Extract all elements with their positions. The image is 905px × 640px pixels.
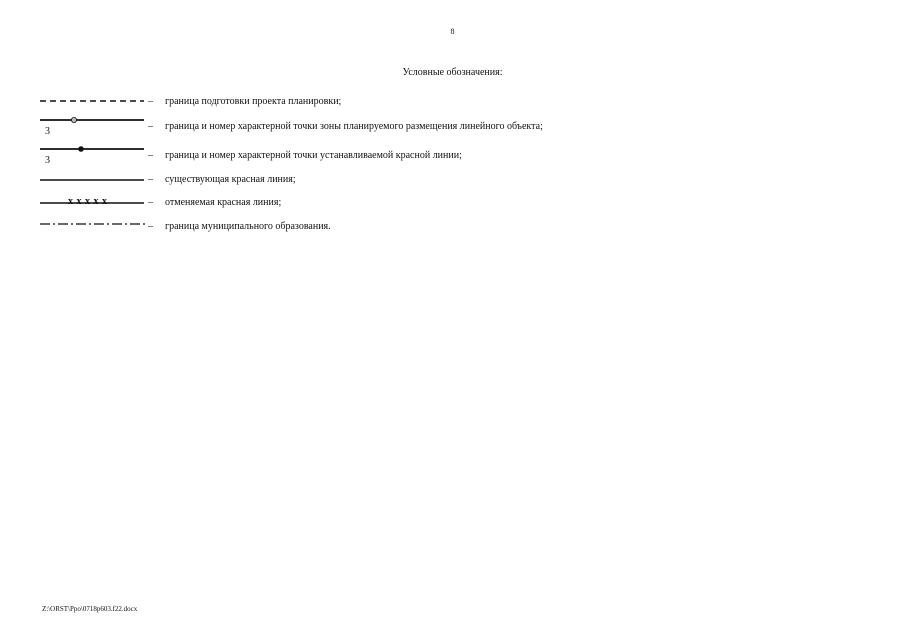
page-number: 8 — [450, 27, 455, 36]
legend-item-municipal-boundary — [0, 216, 905, 236]
legend-text: граница и номер характерной точки зоны планируемого размещения линейного объекта; — [165, 121, 543, 132]
legend-dash: – — [148, 221, 153, 232]
legend-dash: – — [148, 174, 153, 185]
dash-dot-line-symbol — [38, 216, 148, 236]
cancel-marks: x x x x x — [68, 196, 108, 207]
legend-dash: – — [148, 150, 153, 161]
legend-text: существующая красная линия; — [165, 174, 296, 185]
file-path-footer: Z:\ORST\Ppo\0718p603.f22.docx — [42, 605, 138, 613]
legend-item-existing-red-line — [0, 171, 905, 191]
legend-text: отменяемая красная линия; — [165, 197, 282, 208]
legend-text: граница подготовки проекта планировки; — [165, 96, 342, 107]
solid-line-symbol — [38, 171, 148, 191]
point-number: 3 — [45, 155, 50, 166]
red-line-point-symbol — [38, 142, 148, 162]
zone-boundary-symbol — [38, 114, 148, 134]
legend-dash: – — [148, 197, 153, 208]
legend-text: граница и номер характерной точки устанавливаемой красной линии; — [165, 150, 462, 161]
legend-item-cancelled-red-line — [0, 194, 905, 214]
zone-point-marker — [71, 117, 76, 122]
legend-dash: – — [148, 121, 153, 132]
legend-item-planning-boundary — [0, 92, 905, 112]
legend-dash: – — [148, 96, 153, 107]
legend-item-zone-boundary — [0, 114, 905, 137]
dashed-line-symbol — [38, 92, 148, 112]
legend-title: Условные обозначения: — [402, 67, 503, 78]
legend-item-established-red-line — [0, 142, 905, 166]
red-line-point-marker — [78, 146, 84, 152]
legend-text: граница муниципального образования. — [165, 221, 331, 232]
point-number: 3 — [45, 126, 50, 137]
